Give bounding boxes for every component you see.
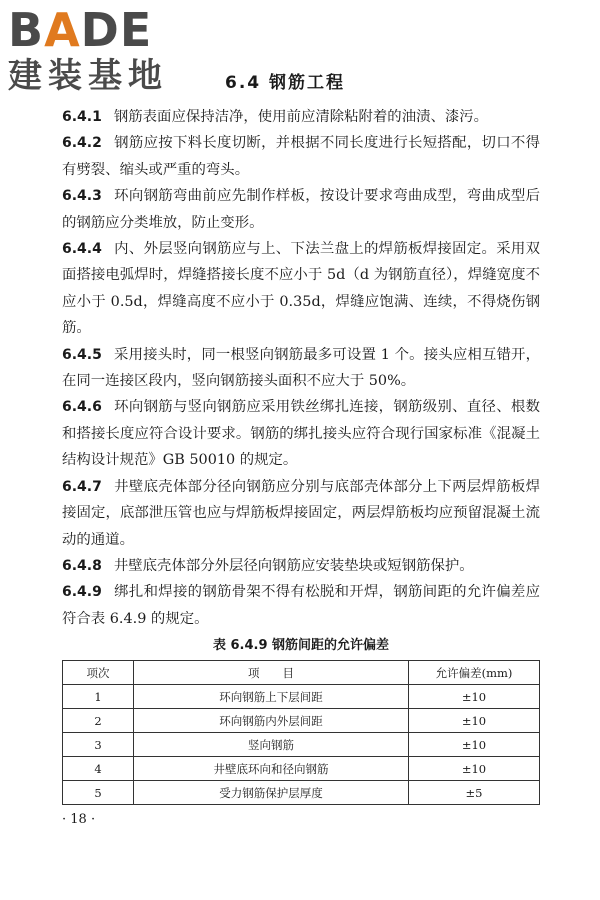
cell-item-no: 2 [63,709,134,733]
cell-tolerance: ±10 [409,709,540,733]
header-tolerance: 允许偏差(mm) [409,661,540,685]
clause-6-4-9: 6.4.9 绑扎和焊接的钢筋骨架不得有松脱和开焊，钢筋间距的允许偏差应符合表 6.4.9 的规定。 [62,584,540,627]
section-title: 6.4 钢筋工程 [225,73,346,93]
cell-item-no: 5 [63,781,134,805]
cell-item-no: 4 [63,757,134,781]
clause-6-4-8: 6.4.8 井壁底壳体部分外层径向钢筋应安装垫块或短钢筋保护。 [62,557,474,574]
table-row [63,781,540,805]
page-number: · 18 · [62,812,96,827]
cell-item: 竖向钢筋 [134,733,409,757]
table-row [63,709,540,733]
header-item: 项 目 [134,661,409,685]
cell-item: 环向钢筋内外层间距 [134,709,409,733]
cell-tolerance: ±10 [409,733,540,757]
cell-item-no: 3 [63,733,134,757]
clause-6-4-4: 6.4.4 内、外层竖向钢筋应与上、下法兰盘上的焊筋板焊接固定。采用双面搭接电弧焊时，焊缝搭接长度不应小于 5d（d 为钢筋直径），焊缝宽度不应小于 0.5d，焊缝高度不应小于 0.35d，焊缝应饱满、连续，不得烧伤钢筋。 [62,241,540,337]
clause-6-4-2: 6.4.2 钢筋应按下料长度切断，并根据不同长度进行长短搭配，切口不得有劈裂、缩头或严重的弯头。 [62,135,540,178]
clause-6-4-7: 6.4.7 井壁底壳体部分径向钢筋应分别与底部壳体部分上下两层焊筋板焊接固定，底部泄压管也应与焊筋板焊接固定，两层焊筋板均应预留混凝土流动的通道。 [62,478,540,548]
cell-tolerance: ±10 [409,685,540,709]
logo-subtitle: 建装基地 [8,56,168,96]
cell-tolerance: ±10 [409,757,540,781]
tolerance-table [62,660,540,805]
cell-item: 井壁底环向和径向钢筋 [134,757,409,781]
clause-6-4-1: 6.4.1 钢筋表面应保持洁净，使用前应清除粘附着的油渍、漆污。 [62,109,489,125]
logo [8,3,178,96]
table-row [63,685,540,709]
cell-item: 环向钢筋上下层间距 [134,685,409,709]
cell-item-no: 1 [63,685,134,709]
cell-item: 受力钢筋保护层厚度 [134,781,409,805]
table-header-row [63,661,540,685]
logo-brand: BADE [8,3,153,57]
clause-6-4-5: 6.4.5 采用接头时，同一根竖向钢筋最多可设置 1 个。接头应相互错开，在同一连接区段内，竖向钢筋接头面积不应大于 50%。 [62,346,540,390]
table-row [63,733,540,757]
table-row [63,757,540,781]
table-title: 表 6.4.9 钢筋间距的允许偏差 [212,638,390,653]
header-item-no: 项次 [63,661,134,685]
clause-6-4-3: 6.4.3 环向钢筋弯曲前应先制作样板，按设计要求弯曲成型，弯曲成型后的钢筋应分类堆放，防止变形。 [62,188,540,231]
clause-6-4-6: 6.4.6 环向钢筋与竖向钢筋应采用铁丝绑扎连接，钢筋级别、直径、根数和搭接长度应符合设计要求。钢筋的绑扎接头应符合现行国家标准《混凝土结构设计规范》GB 50010 的规定。 [62,399,540,469]
cell-tolerance: ±5 [409,781,540,805]
clause-list [62,104,540,632]
